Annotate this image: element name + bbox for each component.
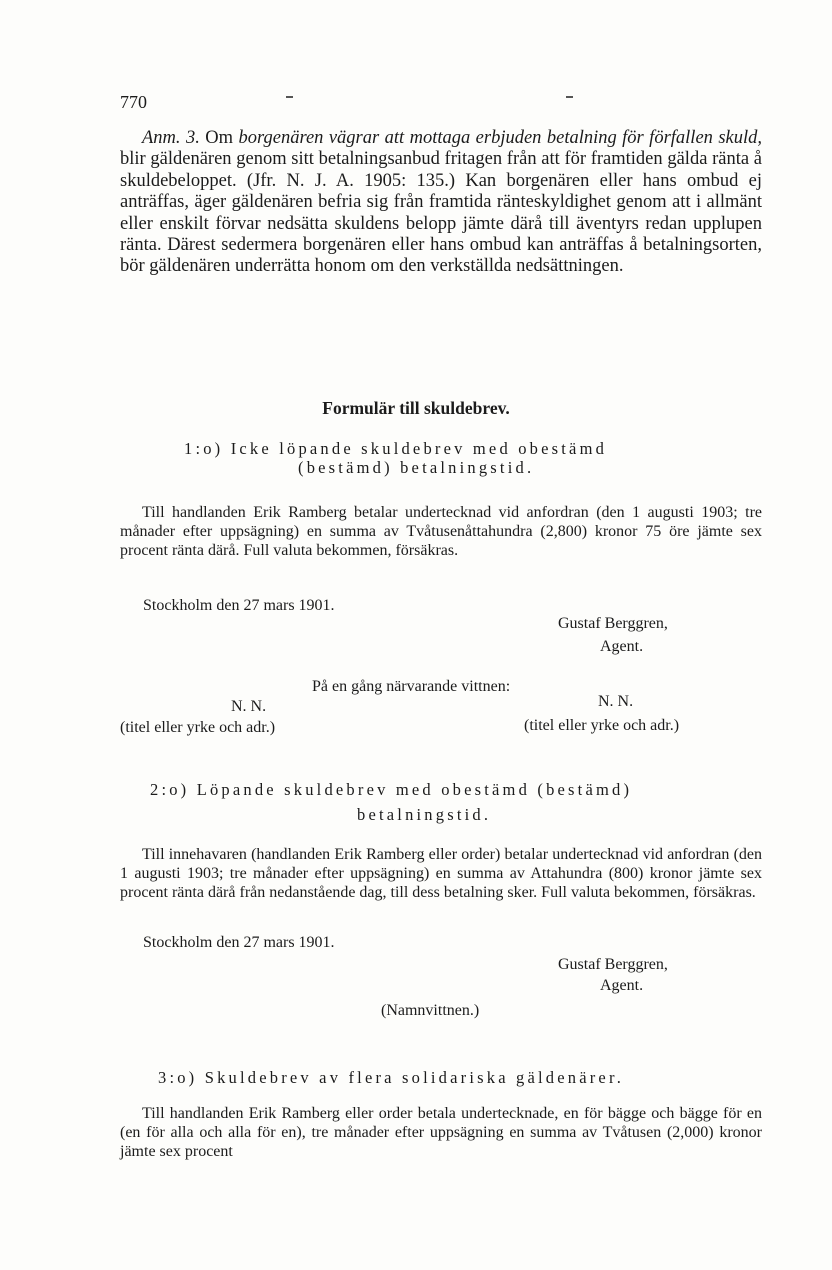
section-3-body: Till handlanden Erik Ramberg eller order betala undertecknade, en för bägge och bägge för en (en för alla och alla för en), tre månader efter uppsägning en summa av Tvåtusen (2,000) kronor jämte sex procent — [120, 1105, 762, 1161]
note-intro: Om — [205, 128, 234, 148]
section-1-signer-title: Agent. — [600, 638, 644, 655]
section-1-witness-left-desc: (titel eller yrke och adr.) — [120, 719, 276, 736]
section-1-witness-right-desc: (titel eller yrke och adr.) — [524, 717, 680, 734]
note-italic-text: borgenären vägrar att mottaga erbjuden betalning för förfallen skuld, — [238, 128, 763, 148]
section-1-title-line1: 1:o) Icke löpande skuldebrev med obestämd — [184, 439, 608, 458]
section-1-title-line2: (bestämd) betalningstid. — [298, 458, 535, 477]
print-speck — [286, 96, 293, 98]
section-2-signer-name: Gustaf Berggren, — [558, 956, 668, 973]
section-1-place-date: Stockholm den 27 mars 1901. — [143, 597, 335, 614]
section-3-title: 3:o) Skuldebrev av flera solidariska gäldenärer. — [158, 1068, 625, 1087]
section-2-title-line1: 2:o) Löpande skuldebrev med obestämd (bestämd) — [150, 780, 633, 799]
section-2-signer-title: Agent. — [600, 977, 644, 994]
note-label: Anm. 3. — [142, 128, 200, 148]
section-2-witness-note: (Namnvittnen.) — [381, 1002, 480, 1019]
section-2-body: Till innehavaren (handlanden Erik Ramberg eller order) betalar undertecknad vid anfordran (den 1 augusti 1903; tre månader efter uppsägning) en summa av Attahundra (800) kronor jämte sex procent ränta därå från nedanstående dag, till dess betalning sker. Full valuta bekommen, försäkras. — [120, 846, 762, 902]
section-1-witness-right-name: N. N. — [598, 693, 634, 710]
section-2-place-date: Stockholm den 27 mars 1901. — [143, 934, 335, 951]
section-1-witness-left-name: N. N. — [231, 698, 267, 715]
note-text: blir gäldenären genom sitt betalningsanbud fritagen från att för framtiden gälda ränta å skuldebeloppet. (Jfr. N. J. A. 1905: 135.) Kan borgenären eller hans ombud ej anträffas, äger gäldenären befria sig från framtida ränteskyldighet genom att i allmänt eller enskilt förvar nedsätta skuldens belopp jämte därå till äventyrs redan upplupen ränta. Därest sedermera borgenären eller hans ombud kan anträffas å betalningsorten, bör gäldenären underrätta honom om den verkställda nedsättningen. — [120, 149, 762, 277]
note-paragraph — [120, 128, 762, 278]
page-number: 770 — [120, 92, 147, 112]
section-1-body: Till handlanden Erik Ramberg betalar undertecknad vid anfordran (den 1 augusti 1903; tre månader efter uppsägning) en summa av Tvåtusenåttahundra (2,800) kronor 75 öre jämte sex procent ränta därå. Full valuta bekommen, försäkras. — [120, 504, 762, 560]
print-speck — [566, 96, 573, 98]
forms-heading: Formulär till skuldebrev. — [322, 398, 510, 418]
section-2-title-line2: betalningstid. — [357, 805, 492, 824]
section-1-witness-intro: På en gång närvarande vittnen: — [312, 678, 511, 695]
section-1-signer-name: Gustaf Berggren, — [558, 615, 668, 632]
